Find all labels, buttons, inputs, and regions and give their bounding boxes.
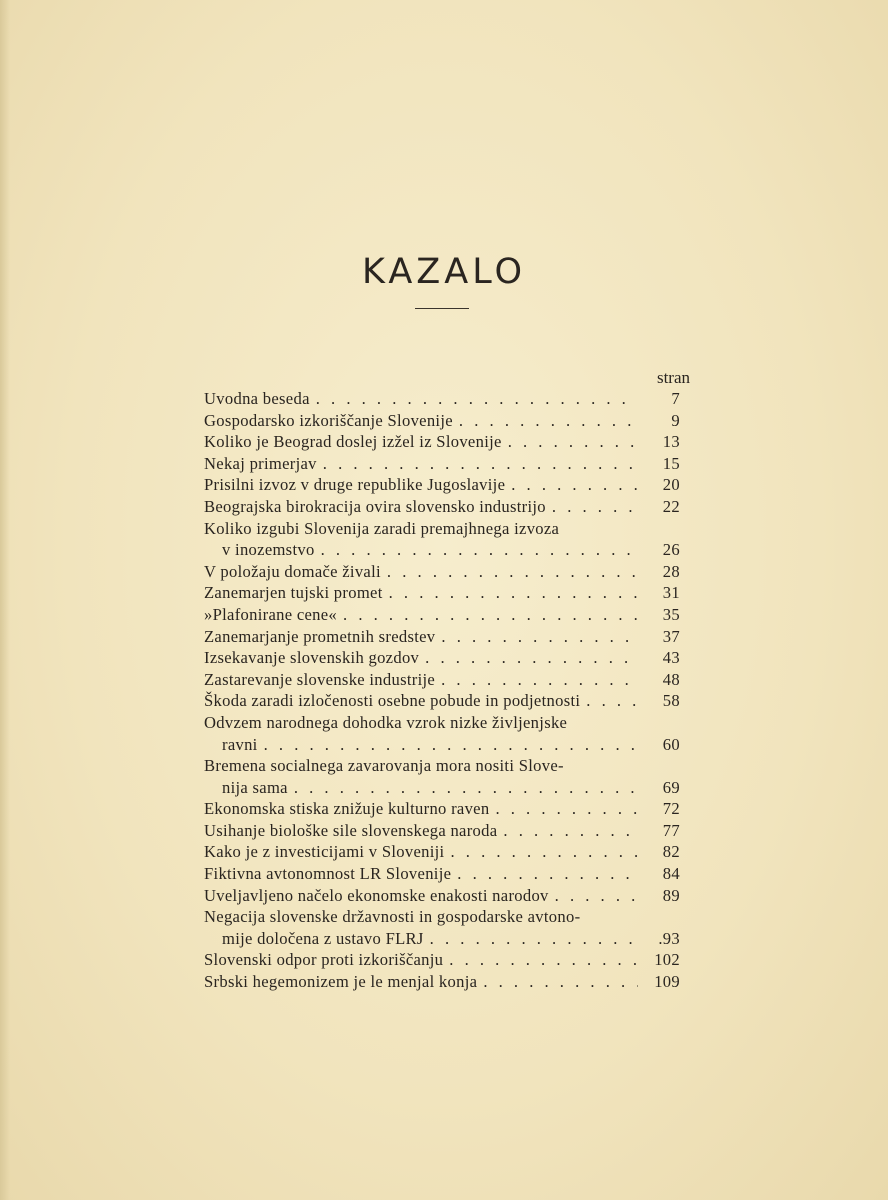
toc-page-number: 26	[662, 540, 680, 560]
toc-entry	[204, 582, 680, 604]
toc-page-number: 60	[662, 734, 680, 754]
toc-entry	[204, 669, 680, 691]
dot-leader	[443, 949, 638, 971]
toc-entry	[204, 885, 680, 907]
toc-entry-row	[204, 388, 680, 410]
toc-entry	[204, 410, 680, 432]
toc-entry-row	[204, 949, 680, 971]
toc-entry-title: Uveljavljeno načelo ekonomske enakosti narodov	[204, 885, 549, 905]
toc-entry	[204, 474, 680, 496]
dot-leader	[451, 863, 638, 885]
toc-entry-title: Zastarevanje slovenske industrije	[204, 669, 436, 689]
toc-page-number: 31	[662, 583, 680, 603]
toc-entry-title: Prisilni izvoz v druge republike Jugoslavije	[204, 475, 506, 495]
toc-entry	[204, 755, 680, 798]
toc-page-number: 89	[662, 885, 680, 905]
toc-page-number: 22	[662, 496, 680, 516]
toc-entry	[204, 712, 680, 755]
page-title: KAZALO	[362, 252, 526, 292]
toc-entry-title-line: Bremena socialnega zavarovanja mora nositi Slove-	[204, 756, 564, 776]
toc-entry	[204, 496, 680, 518]
toc-entry-title: »Plafonirane cene«	[204, 604, 338, 624]
toc-entry-row	[204, 777, 680, 799]
toc-page-number: 28	[662, 561, 680, 581]
toc-entry-title: Ekonomska stiska znižuje kulturno raven	[204, 799, 490, 819]
toc-entry-row	[204, 431, 680, 453]
dot-leader	[383, 582, 638, 604]
toc-entry-title-line: Odvzem narodnega dohodka vzrok nizke življenjske	[204, 712, 568, 732]
toc-entry-title: Nekaj primerjav	[204, 453, 317, 473]
dot-leader	[502, 431, 638, 453]
toc-entry-title: Gospodarsko izkoriščanje Slovenije	[204, 410, 453, 430]
toc-entry	[204, 604, 680, 626]
dot-leader	[453, 410, 638, 432]
toc-entry-title-line: Negacija slovenske državnosti in gospodarske avtono-	[204, 907, 581, 927]
toc-entry-title: Beograjska birokracija ovira slovensko industrijo	[204, 496, 546, 516]
toc-entry	[204, 647, 680, 669]
toc-entry	[204, 863, 680, 885]
toc-entry-row	[204, 453, 680, 475]
toc-page-number: 48	[662, 669, 680, 689]
toc-entry-title: ravni	[222, 734, 258, 754]
toc-entry-row	[204, 539, 680, 561]
toc-page-number: 77	[662, 820, 680, 840]
dot-leader	[505, 474, 638, 496]
toc-entry-row	[204, 647, 680, 669]
toc-entry	[204, 518, 680, 561]
toc-entry-title: Zanemarjanje prometnih sredstev	[204, 626, 436, 646]
toc-entry-title: Koliko je Beograd doslej izžel iz Slovenije	[204, 432, 502, 452]
toc-entry-title: mije določena z ustavo FLRJ	[222, 928, 424, 948]
toc-entry-title: Slovenski odpor proti izkoriščanju	[204, 950, 444, 970]
page-column-header: stran	[656, 368, 690, 387]
toc-page-number: 35	[662, 604, 680, 624]
toc-entry	[204, 820, 680, 842]
toc-entry-title: Usihanje biološke sile slovenskega naroda	[204, 820, 498, 840]
toc-entry-title: V položaju domače živali	[204, 561, 381, 581]
dot-leader	[315, 539, 638, 561]
table-of-contents	[204, 388, 680, 993]
toc-page-number: 7	[671, 389, 680, 408]
toc-entry-row	[204, 798, 680, 820]
dot-leader	[288, 777, 638, 799]
dot-leader	[419, 647, 638, 669]
toc-entry	[204, 690, 680, 712]
toc-entry-row	[204, 496, 680, 518]
toc-entry	[204, 453, 680, 475]
dot-leader	[258, 734, 638, 756]
toc-entry	[204, 431, 680, 453]
dot-leader	[489, 798, 638, 820]
dot-leader	[317, 453, 638, 475]
toc-page-number: .93	[658, 928, 680, 948]
toc-page-number: 43	[662, 648, 680, 668]
toc-entry	[204, 906, 680, 949]
dot-leader	[497, 820, 638, 842]
toc-entry	[204, 626, 680, 648]
toc-entry-row	[204, 971, 680, 993]
dot-leader	[424, 928, 638, 950]
toc-page-number: 20	[662, 475, 680, 495]
toc-entry-title: v inozemstvo	[222, 540, 315, 560]
toc-entry-title: Uvodna beseda	[204, 389, 310, 408]
toc-entry	[204, 949, 680, 971]
toc-entry	[204, 561, 680, 583]
toc-entry-row	[204, 928, 680, 950]
dot-leader	[580, 690, 638, 712]
toc-page-number: 102	[654, 950, 680, 970]
dot-leader	[310, 388, 638, 410]
dot-leader	[381, 561, 638, 583]
toc-entry	[204, 798, 680, 820]
page-edge-shadow	[0, 0, 10, 1200]
toc-entry-row	[204, 582, 680, 604]
dot-leader	[337, 604, 638, 626]
toc-entry-title: Izsekavanje slovenskih gozdov	[204, 648, 420, 668]
toc-page-number: 9	[671, 410, 680, 430]
toc-page-number: 58	[662, 691, 680, 711]
toc-entry	[204, 841, 680, 863]
toc-entry-title: Zanemarjen tujski promet	[204, 583, 383, 603]
toc-entry-title: nija sama	[222, 777, 288, 797]
toc-entry-row	[204, 604, 680, 626]
toc-entry-row	[204, 690, 680, 712]
toc-page-number: 109	[654, 972, 680, 992]
toc-entry-row	[204, 820, 680, 842]
toc-page-number: 69	[662, 777, 680, 797]
toc-entry-row	[204, 626, 680, 648]
toc-entry-row	[204, 669, 680, 691]
toc-page-number: 82	[662, 842, 680, 862]
toc-entry-row	[204, 561, 680, 583]
toc-page-number: 37	[662, 626, 680, 646]
toc-page-number: 72	[662, 799, 680, 819]
toc-entry-title: Srbski hegemonizem je le menjal konja	[204, 972, 478, 992]
toc-entry	[204, 388, 680, 410]
dot-leader	[477, 971, 638, 993]
toc-page-number: 15	[662, 453, 680, 473]
toc-entry-row	[204, 410, 680, 432]
toc-entry-row	[204, 863, 680, 885]
dot-leader	[435, 626, 638, 648]
toc-entry-title-line: Koliko izgubi Slovenija zaradi premajhnega izvoza	[204, 518, 560, 538]
dot-leader	[435, 669, 638, 691]
toc-entry-row	[204, 885, 680, 907]
toc-page-number: 13	[662, 432, 680, 452]
title-underline	[415, 308, 469, 309]
toc-entry-title: Kako je z investicijami v Sloveniji	[204, 842, 445, 862]
toc-entry-title: Škoda zaradi izločenosti osebne pobude in podjetnosti	[204, 691, 581, 711]
toc-entry-row	[204, 841, 680, 863]
toc-entry	[204, 971, 680, 993]
dot-leader	[444, 841, 638, 863]
toc-entry-row	[204, 474, 680, 496]
dot-leader	[549, 885, 638, 907]
dot-leader	[546, 496, 638, 518]
toc-entry-row	[204, 734, 680, 756]
toc-entry-title: Fiktivna avtonomnost LR Slovenije	[204, 864, 452, 884]
toc-page-number: 84	[662, 864, 680, 884]
